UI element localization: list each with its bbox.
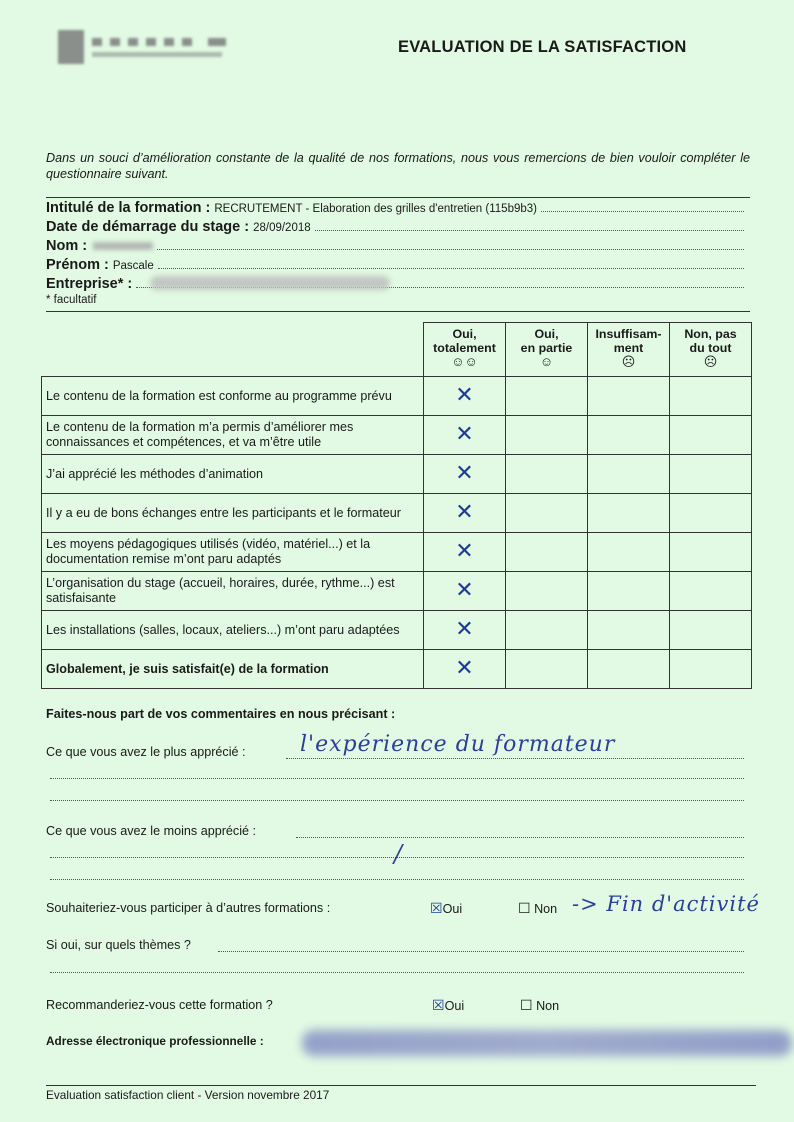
satisfaction-table: [41, 322, 752, 689]
table-row: [42, 455, 752, 494]
nom-field: [46, 238, 744, 256]
table-row: [42, 533, 752, 572]
empty-box-icon: ☐: [520, 997, 533, 1013]
col-header-partly: Oui, en partie ☺: [506, 323, 588, 377]
table-row: [42, 494, 752, 533]
least-appreciated-answer[interactable]: /: [394, 840, 404, 868]
answer-cell[interactable]: [424, 572, 506, 611]
most-appreciated-answer[interactable]: l'expérience du formateur: [300, 732, 616, 757]
answer-cell[interactable]: [424, 494, 506, 533]
table-row: [42, 572, 752, 611]
answer-cell[interactable]: [588, 650, 670, 689]
redacted-company: [150, 276, 390, 290]
table-row: [42, 377, 752, 416]
answer-cell[interactable]: [588, 455, 670, 494]
themes-label: Si oui, sur quels thèmes ?: [46, 938, 191, 952]
email-label: Adresse électronique professionnelle :: [46, 1034, 264, 1048]
divider: [46, 311, 750, 312]
redacted-email: [302, 1030, 792, 1056]
answer-cell[interactable]: [424, 377, 506, 416]
row-statement: Le contenu de la formation m’a permis d’améliorer mes connaissances et compétences, et va m’être utile: [42, 416, 424, 455]
answer-cell[interactable]: [506, 416, 588, 455]
answer-cell[interactable]: [424, 650, 506, 689]
answer-cell[interactable]: [424, 416, 506, 455]
cross-mark-icon: ✕: [455, 421, 474, 447]
table-row: [42, 650, 752, 689]
page-title: EVALUATION DE LA SATISFACTION: [398, 38, 687, 56]
answer-cell[interactable]: [670, 611, 752, 650]
dotted-line: [50, 800, 744, 801]
table-corner: [42, 323, 424, 377]
neutral-face-icon: ☹︎: [621, 354, 636, 369]
row-statement: Le contenu de la formation est conforme au programme prévu: [42, 377, 424, 416]
answer-cell[interactable]: [670, 533, 752, 572]
divider: [46, 197, 750, 198]
cross-mark-icon: ✕: [455, 538, 474, 564]
table-row: [42, 611, 752, 650]
col-header-insufficient: Insuffisam- ment ☹︎: [588, 323, 670, 377]
formation-field: [46, 200, 744, 218]
other-trainings-note[interactable]: -> Fin d'activité: [572, 892, 760, 916]
recommend-yes-option[interactable]: ☒Oui: [432, 997, 465, 1013]
answer-cell[interactable]: [588, 377, 670, 416]
dotted-line: [296, 837, 744, 838]
row-statement: Il y a eu de bons échanges entre les participants et le formateur: [42, 494, 424, 533]
row-statement: J’ai apprécié les méthodes d’animation: [42, 455, 424, 494]
row-statement: Les installations (salles, locaux, ateliers...) m’ont paru adaptées: [42, 611, 424, 650]
company-logo: [58, 30, 228, 64]
double-smile-icon: ☺☺: [451, 354, 478, 369]
footer-text: Evaluation satisfaction client - Version novembre 2017: [46, 1088, 330, 1102]
col-header-totally: Oui, totalement ☺☺: [424, 323, 506, 377]
redacted-name: [93, 242, 153, 250]
checked-box-icon: ☒: [430, 900, 443, 916]
comments-heading: Faites-nous part de vos commentaires en nous précisant :: [46, 707, 396, 721]
frown-icon: ☹: [703, 354, 718, 369]
date-field: [46, 219, 744, 237]
date-label: Date de démarrage du stage :: [46, 219, 250, 235]
answer-cell[interactable]: [506, 377, 588, 416]
answer-cell[interactable]: [506, 650, 588, 689]
row-statement: Les moyens pédagogiques utilisés (vidéo, matériel...) et la documentation remise m’ont paru adaptés: [42, 533, 424, 572]
table-row: [42, 416, 752, 455]
answer-cell[interactable]: [670, 416, 752, 455]
recommend-no-option[interactable]: ☐ Non: [520, 997, 560, 1013]
most-appreciated-label: Ce que vous avez le plus apprécié :: [46, 745, 246, 759]
empty-box-icon: ☐: [518, 900, 531, 916]
dotted-line: [286, 758, 744, 759]
answer-cell[interactable]: [506, 455, 588, 494]
answer-cell[interactable]: [588, 494, 670, 533]
other-trainings-label: Souhaiteriez-vous participer à d’autres formations :: [46, 901, 331, 915]
date-value: 28/09/2018: [253, 222, 311, 234]
answer-cell[interactable]: [670, 377, 752, 416]
answer-cell[interactable]: [506, 572, 588, 611]
answer-cell[interactable]: [588, 533, 670, 572]
dotted-line: [218, 951, 744, 952]
answer-cell[interactable]: [424, 533, 506, 572]
prenom-label: Prénom :: [46, 257, 109, 273]
checked-box-icon: ☒: [432, 997, 445, 1013]
formation-value: RECRUTEMENT - Elaboration des grilles d'entretien (115b9b3): [214, 203, 537, 215]
formation-label: Intitulé de la formation :: [46, 200, 211, 216]
answer-cell[interactable]: [506, 611, 588, 650]
answer-cell[interactable]: [670, 572, 752, 611]
answer-cell[interactable]: [670, 494, 752, 533]
cross-mark-icon: ✕: [455, 460, 474, 486]
cross-mark-icon: ✕: [455, 577, 474, 603]
least-appreciated-label: Ce que vous avez le moins apprécié :: [46, 824, 257, 838]
answer-cell[interactable]: [588, 611, 670, 650]
smile-icon: ☺: [539, 354, 554, 369]
answer-cell[interactable]: [506, 533, 588, 572]
row-statement: Globalement, je suis satisfait(e) de la formation: [42, 650, 424, 689]
facultatif-note: * facultatif: [46, 294, 97, 306]
cross-mark-icon: ✕: [455, 655, 474, 681]
dotted-line: [50, 778, 744, 779]
answer-cell[interactable]: [424, 611, 506, 650]
answer-cell[interactable]: [588, 416, 670, 455]
cross-mark-icon: ✕: [455, 499, 474, 525]
divider: [46, 1085, 756, 1086]
dotted-line: [50, 972, 744, 973]
entreprise-label: Entreprise* :: [46, 276, 133, 292]
prenom-value: Pascale: [112, 260, 154, 272]
answer-cell[interactable]: [506, 494, 588, 533]
answer-cell[interactable]: [670, 650, 752, 689]
other-no-option[interactable]: ☐ Non: [518, 900, 558, 916]
answer-cell[interactable]: [670, 455, 752, 494]
prenom-field: [46, 257, 744, 275]
row-statement: L’organisation du stage (accueil, horaires, durée, rythme...) est satisfaisante: [42, 572, 424, 611]
col-header-not-at-all: Non, pas du tout ☹: [670, 323, 752, 377]
answer-cell[interactable]: [424, 455, 506, 494]
cross-mark-icon: ✕: [455, 382, 474, 408]
dotted-line: [50, 879, 744, 880]
cross-mark-icon: ✕: [455, 616, 474, 642]
other-yes-option[interactable]: ☒Oui: [430, 900, 463, 916]
nom-label: Nom :: [46, 238, 88, 254]
recommend-label: Recommanderiez-vous cette formation ?: [46, 998, 273, 1012]
intro-text: Dans un souci d’amélioration constante de la qualité de nos formations, nous vous remercions de bien vouloir compléter le questionnaire suivant.: [46, 151, 750, 181]
answer-cell[interactable]: [588, 572, 670, 611]
